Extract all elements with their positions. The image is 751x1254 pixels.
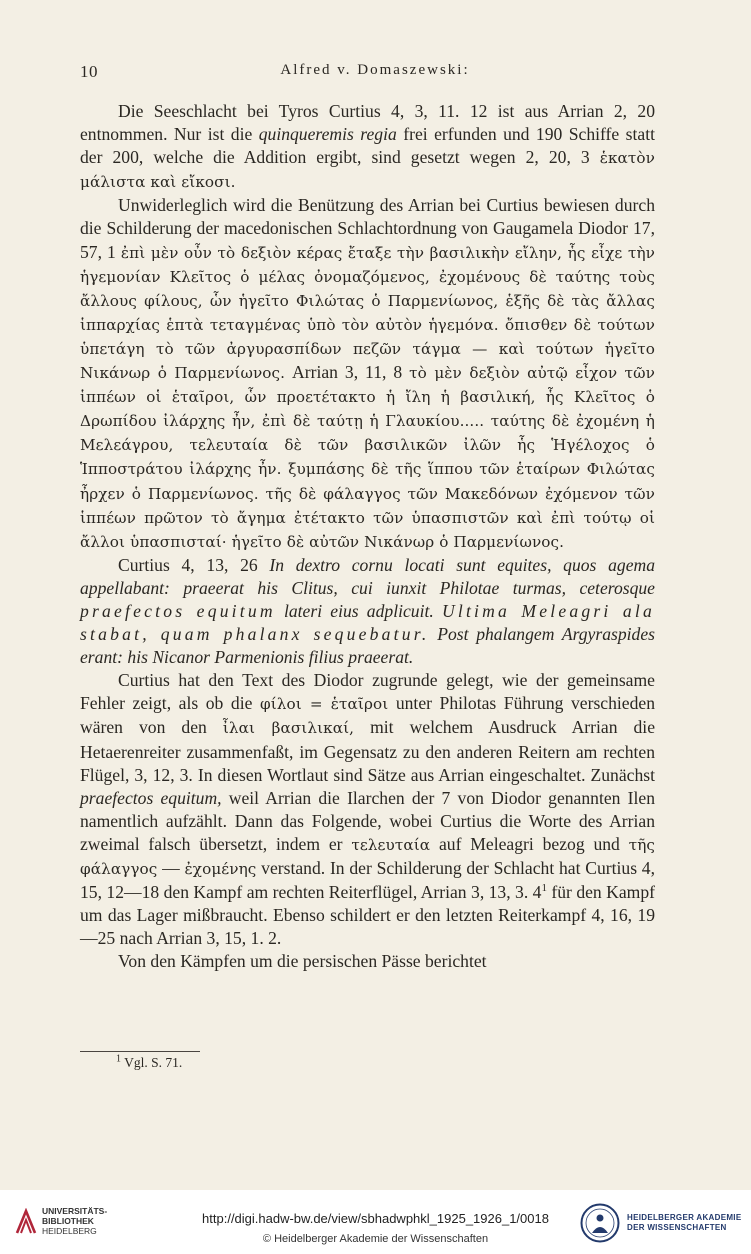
academy-seal-icon <box>580 1203 620 1243</box>
greek-quote: τῆς φάλαγγος <box>80 835 656 878</box>
italic-run: praefectos equitum, <box>80 787 222 808</box>
paragraph <box>80 554 655 669</box>
greek-quote: φίλοι = ἑταῖροι <box>259 695 389 714</box>
text-run: unter Philotas Führung verschieden wären von den <box>80 693 656 738</box>
text-run: auf Meleagri bezog und <box>430 833 629 854</box>
spaced-italic-run: praefectos equitum <box>80 600 276 621</box>
main-text <box>80 100 655 973</box>
greek-quote: ἶλαι βασιλικαί, <box>222 719 355 738</box>
academy-name <box>627 1213 741 1233</box>
greek-quote: ἐχομένης <box>184 860 257 878</box>
text-run: — <box>157 858 185 878</box>
text-run: für den Kampf um das Lager mißbraucht. Ebenso schildert er den letzten Reiterkampf 4, 16, 19—25 nach Arrian 3, 15, 1. 2. <box>80 882 656 949</box>
text-run: weil Arrian die Ilarchen der 7 von Diodor genannten Ilen namentlich aufzählt. Dann das Folgende, wobei Curtius die Worte des Arrian zweimal falsch übersetzt, indem er <box>80 787 655 854</box>
academy-name-line: DER WISSENSCHAFTEN <box>627 1223 727 1232</box>
spaced-italic-run: Ultima Meleagri ala stabat, quam phalanx sequebatur. <box>80 600 655 645</box>
greek-quote: ἑκατὸν μάλιστα καὶ εἴκοσι. <box>80 149 655 192</box>
italic-run: quinqueremis regia <box>258 124 397 145</box>
library-name-line: UNIVERSITÄTS- <box>42 1206 108 1216</box>
running-head: Alfred v. Domaszewski: <box>280 62 470 78</box>
greek-quote: ἐπὶ μὲν οὖν τὸ δεξιὸν κέρας ἔταξε τὴν βασιλικὴν εἴλην, ἧς εἶχε τὴν ἡγεμονίαν Κλεῖτος ὁ μέλας ὀνομαζόμενος, ἐχομένους δὲ ταύτης τοὺς ἄλλους φίλους, ὧν ἡγεῖτο Φιλώτας ὁ Παρμενίωνος, ἑξῆς δὲ τὰς ἄλλας ἱππαρχίας ἑπτὰ τεταγμένας ὑπὸ τὸν αὐτὸν ἡγεμόνα. ὄπισθεν δὲ τούτων ὑπετάγη τὸ τῶν ἀργυρασπίδων πεζῶν τάγμα — καὶ τούτων ἡγεῖτο Νικάνωρ ὁ Παρμενίωνος. <box>80 243 655 383</box>
text-run: frei erfunden und 190 Schiffe statt der 200, welche die Addition ergibt, sind gesetzt wegen 2, 20, 3 <box>80 124 655 168</box>
paragraph <box>80 669 655 950</box>
copyright-notice: © Heidelberger Akademie der Wissenschaften <box>262 1233 489 1245</box>
library-name-line: BIBLIOTHEK <box>42 1215 94 1226</box>
footnote-text: Vgl. S. 71. <box>124 1055 183 1070</box>
greek-quote: τὸ μὲν δεξιὸν αὐτῷ εἶχον τῶν ἱππέων οἱ ἑταῖροι, ὧν προετέτακτο ἡ ἴλη ἡ βασιλική, ἧς Κλεῖτος ὁ Δρωπίδου ἰλάρχης ἦν, ἐπὶ δὲ ταύτῃ ἡ Γλαυκίου..... ταύτης δὲ ἐχομένη ἡ Μελεάγρου, τελευταία δὲ τῶν βασιλικῶν ἰλῶν ἧς Ἡγέλοχος ὁ Ἱπποστράτου ἰλάρχης ἦν. ξυμπάσης δὲ τῆς ἵππου τῶν ἑταίρων Φιλώτας ἦρχεν ὁ Παρμενίωνος. τῆς δὲ φάλαγγος τῶν Μακεδόνων ἐχόμενον τῶν ἱππέων πρῶτον τὸ ἄγημα ἐτέτακτο τῶν ὑπασπιστῶν καὶ ἐπὶ τούτῳ οἱ ἄλλοι ὑπασπισταί· ἡγεῖτο δὲ αὐτῶν Νικάνωρ ὁ Παρμενίωνος. <box>80 364 655 551</box>
text-run: Arrian 3, 11, 8 <box>285 362 410 383</box>
paragraph <box>80 194 655 553</box>
page-number: 10 <box>80 62 98 81</box>
paragraph <box>80 950 655 973</box>
text-run: mit welchem Ausdruck Arrian die Hetaerenreiter zusammenfaßt, im Gegensatz zu den anderen Reitern am rechten Flügel, 3, 12, 3. In diesen Wortlaut sind Sätze aus Arrian eingeschaltet. Zunächst <box>80 717 656 785</box>
text-run: Curtius 4, 13, 26 <box>118 554 270 575</box>
footnote <box>116 1055 182 1071</box>
footnote-number: 1 <box>116 1053 121 1065</box>
greek-quote: τελευταία <box>351 835 431 854</box>
page-header <box>80 62 670 84</box>
italic-run: In dextro cornu locati sunt equites, quos agema appellabant: praeerat his Clitus, cui iunxit Philotae turmas, ceterosque <box>80 554 655 598</box>
text-run: Unwiderleglich wird die Benützung des Arrian bei Curtius bewiesen durch die Schilderung der macedonischen Schlachtordnung von Gaugamela Diodor 17, 57, 1 <box>80 195 655 262</box>
library-name-line: HEIDELBERG <box>42 1225 97 1236</box>
footnote-marker: 1 <box>541 882 547 895</box>
text-run: Curtius hat den Text des Diodor zugrunde gelegt, wie der gemeinsame Fehler zeigt, als ob die <box>80 670 655 714</box>
italic-run: lateri eius adplicuit. <box>275 600 442 621</box>
text-run: Von den Kämpfen um die persischen Pässe berichtet <box>118 951 487 972</box>
text-run: Die Seeschlacht bei Tyros Curtius 4, 3, 11. 12 ist aus Arrian 2, 20 entnommen. Nur ist die <box>80 101 655 145</box>
italic-run: Post phalangem Argyraspides erant: his Nicanor Parmenionis filius praeerat. <box>80 624 655 668</box>
paragraph <box>80 100 655 194</box>
source-url-link[interactable]: http://digi.hadw-bw.de/view/sbhadwphkl_1925_1926_1/0018 <box>202 1211 549 1226</box>
academy-name-line: HEIDELBERGER AKADEMIE <box>627 1213 742 1222</box>
footnote-divider <box>80 1051 200 1052</box>
text-run: verstand. In der Schilderung der Schlacht hat Curtius 4, 15, 12—18 den Kampf am rechten Reiterflügel, Arrian 3, 13, 3. 4 <box>80 858 656 903</box>
